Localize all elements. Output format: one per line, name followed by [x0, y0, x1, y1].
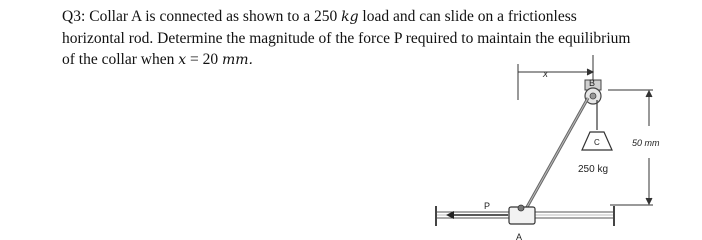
question-line-1-start: Collar A is connected as shown to a 250 — [89, 8, 338, 25]
question-label: Q3: — [62, 8, 86, 25]
height-label: 50 mm — [632, 138, 660, 148]
mass-unit: kg — [341, 9, 359, 25]
length-unit: mm. — [222, 52, 254, 68]
question-line-2: horizontal rod. Determine the magnitude of the force P required to maintain the equilibrium — [62, 30, 631, 47]
dim-x-label: x — [543, 69, 548, 80]
label-a: A — [516, 232, 523, 240]
cable-inclined-highlight — [522, 98, 588, 216]
question-line-1-end: load and can slide on a frictionless — [362, 8, 577, 25]
label-p: P — [484, 201, 491, 211]
variable-x: x — [178, 52, 187, 68]
mass-label: 250 kg — [578, 164, 609, 175]
collar-a — [509, 205, 535, 224]
label-c: C — [594, 138, 600, 147]
x-dimension — [518, 55, 596, 100]
question-line-3-value: = 20 — [190, 51, 219, 68]
question-line-3-start: of the collar when — [62, 51, 175, 68]
label-b: B — [589, 78, 596, 88]
